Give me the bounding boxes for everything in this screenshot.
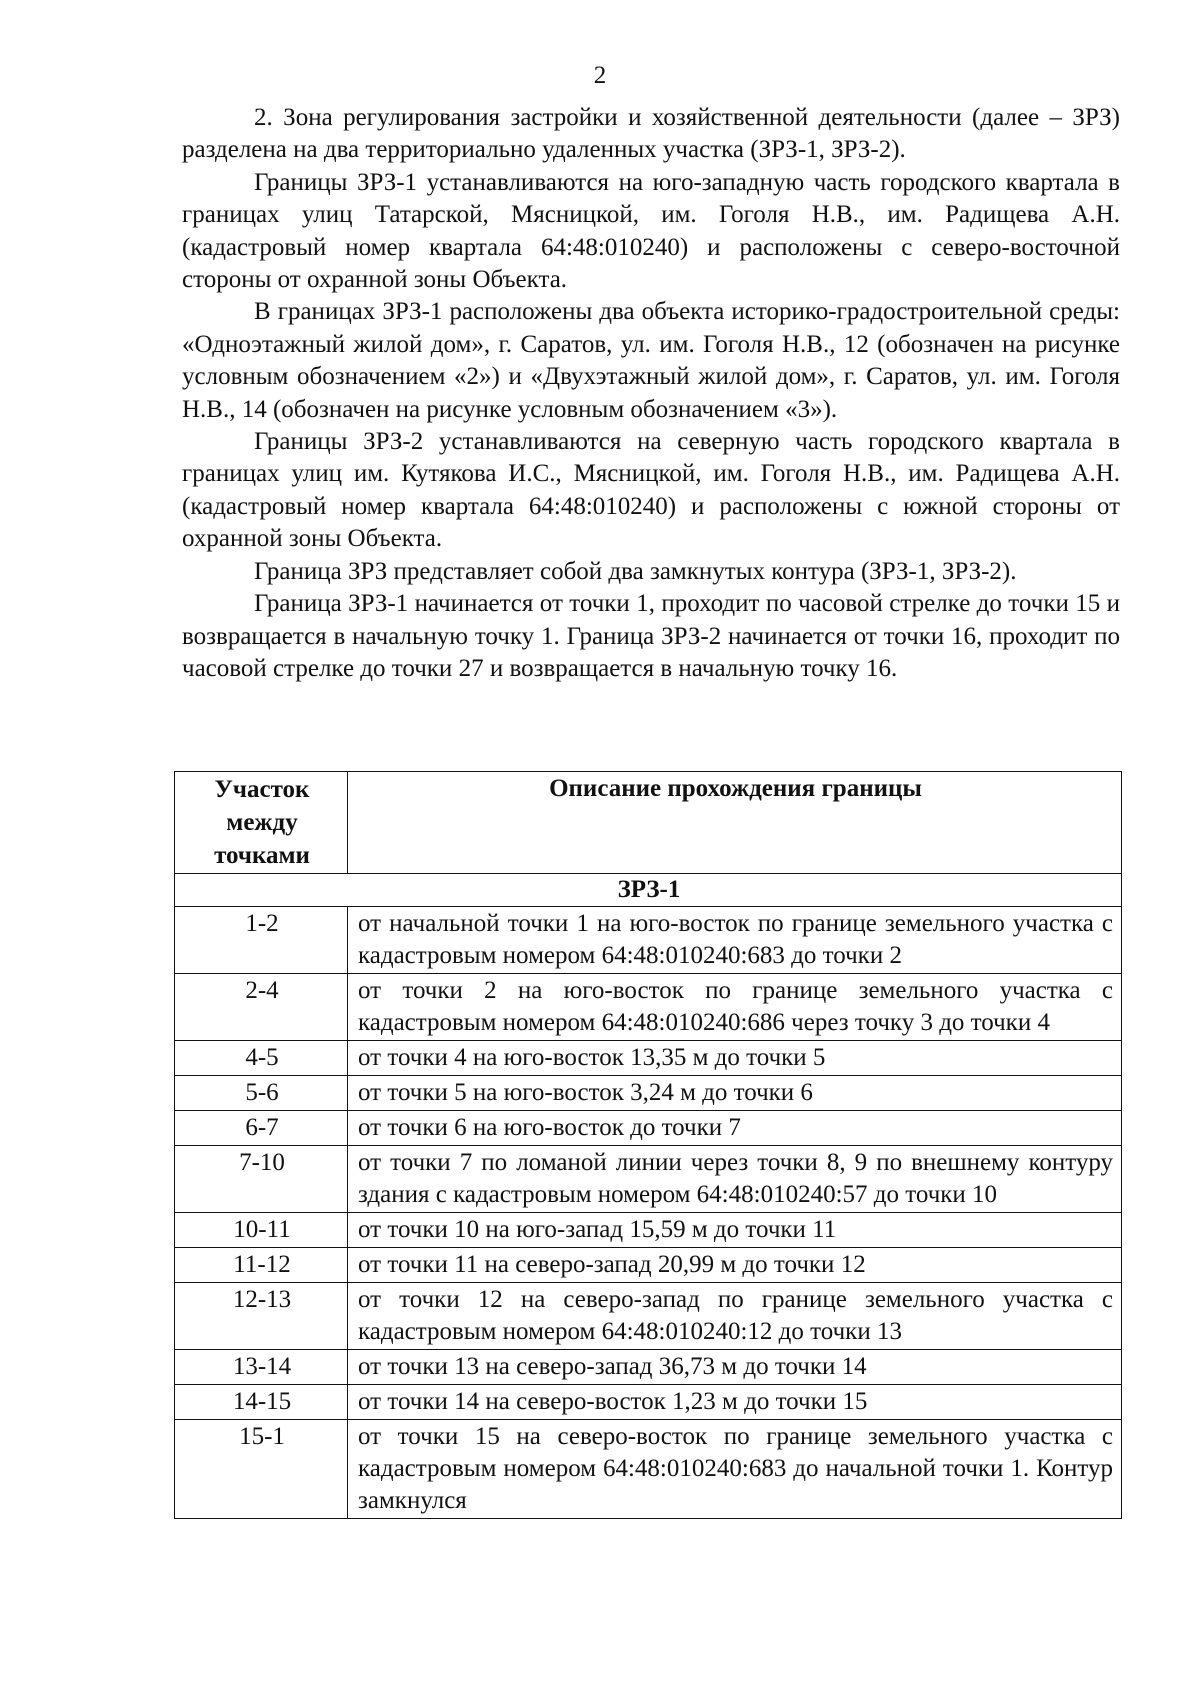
- paragraph: В границах ЗРЗ-1 расположены два объекта историко-градостроительной среды: «Одноэтажный жилой дом», г. Саратов, ул. им. Гоголя Н.В., 12 (обозначен на рисунке условным обозначением «2») и «Двухэтажный жилой дом», г. Саратов, ул. им. Гоголя Н.В., 14 (обозначен на рисунке условным обозначением «3»).: [182, 298, 1120, 423]
- segment-cell: 14-15: [175, 1385, 348, 1420]
- segment-cell: 1-2: [175, 907, 348, 974]
- section-row: [175, 874, 1122, 907]
- description-cell: от точки 10 на юго-запад 15,59 м до точки 11: [348, 1213, 1122, 1248]
- table-row: [175, 1283, 1122, 1350]
- header-description: Описание прохождения границы: [348, 772, 1122, 874]
- description-cell: от точки 5 на юго-восток 3,24 м до точки 6: [348, 1076, 1122, 1111]
- paragraph: 2. Зона регулирования застройки и хозяйственной деятельности (далее – ЗРЗ) разделена на два территориально удаленных участка (ЗРЗ-1, ЗРЗ-2).: [182, 104, 1120, 164]
- table-row: [175, 1420, 1122, 1519]
- body-text: [182, 102, 1120, 685]
- paragraph: Граница ЗРЗ представляет собой два замкнутых контура (ЗРЗ-1, ЗРЗ-2).: [254, 557, 1017, 585]
- table-row: [175, 1146, 1122, 1213]
- segment-cell: 6-7: [175, 1111, 348, 1146]
- section-title: ЗРЗ-1: [175, 874, 1122, 907]
- table-row: [175, 1076, 1122, 1111]
- segment-cell: 5-6: [175, 1076, 348, 1111]
- description-cell: от точки 4 на юго-восток 13,35 м до точки 5: [348, 1041, 1122, 1076]
- paragraph: Границы ЗРЗ-1 устанавливаются на юго-западную часть городского квартала в границах улиц Татарской, Мясницкой, им. Гоголя Н.В., им. Радищева А.Н. (кадастровый номер квартала 64:48:010240) и расположены с северо-восточной стороны от охранной зоны Объекта.: [182, 168, 1120, 294]
- description-cell: от точки 12 на северо-запад по границе земельного участка с кадастровым номером 64:48:010240:12 до точки 13: [348, 1283, 1122, 1350]
- table-row: [175, 1041, 1122, 1076]
- segment-cell: 7-10: [175, 1146, 348, 1213]
- segment-cell: 12-13: [175, 1283, 348, 1350]
- segment-cell: 4-5: [175, 1041, 348, 1076]
- segment-cell: 2-4: [175, 974, 348, 1041]
- segment-cell: 10-11: [175, 1213, 348, 1248]
- description-cell: от точки 13 на северо-запад 36,73 м до точки 14: [348, 1350, 1122, 1385]
- boundary-table: [174, 771, 1122, 1519]
- description-cell: от начальной точки 1 на юго-восток по границе земельного участка с кадастровым номером 64:48:010240:683 до точки 2: [348, 907, 1122, 974]
- table-row: [175, 1111, 1122, 1146]
- paragraph: Границы ЗРЗ-2 устанавливаются на северную часть городского квартала в границах улиц им. Кутякова И.С., Мясницкой, им. Гоголя Н.В., им. Радищева А.Н. (кадастровый номер квартала 64:48:010240) и расположены с южной стороны от охранной зоны Объекта.: [182, 428, 1120, 553]
- table-row: [175, 1213, 1122, 1248]
- table-row: [175, 1248, 1122, 1283]
- table-row: [175, 1350, 1122, 1385]
- header-segment: Участок между точками: [175, 772, 348, 874]
- description-cell: от точки 14 на северо-восток 1,23 м до точки 15: [348, 1385, 1122, 1420]
- page-number: 2: [593, 62, 607, 89]
- description-cell: от точки 11 на северо-запад 20,99 м до точки 12: [348, 1248, 1122, 1283]
- paragraph: Граница ЗРЗ-1 начинается от точки 1, проходит по часовой стрелке до точки 15 и возвращается в начальную точку 1. Граница ЗРЗ-2 начинается от точки 16, проходит по часовой стрелке до точки 27 и возвращается в начальную точку 16.: [182, 590, 1120, 682]
- table-header-row: [175, 772, 1122, 874]
- segment-cell: 11-12: [175, 1248, 348, 1283]
- description-cell: от точки 15 на северо-восток по границе земельного участка с кадастровым номером 64:48:010240:683 до начальной точки 1. Контур замкнулся: [348, 1420, 1122, 1519]
- description-cell: от точки 2 на юго-восток по границе земельного участка с кадастровым номером 64:48:010240:686 через точку 3 до точки 4: [348, 974, 1122, 1041]
- table-row: [175, 974, 1122, 1041]
- segment-cell: 15-1: [175, 1420, 348, 1519]
- description-cell: от точки 7 по ломаной линии через точки 8, 9 по внешнему контуру здания с кадастровым номером 64:48:010240:57 до точки 10: [348, 1146, 1122, 1213]
- table-row: [175, 1385, 1122, 1420]
- segment-cell: 13-14: [175, 1350, 348, 1385]
- table-row: [175, 907, 1122, 974]
- description-cell: от точки 6 на юго-восток до точки 7: [348, 1111, 1122, 1146]
